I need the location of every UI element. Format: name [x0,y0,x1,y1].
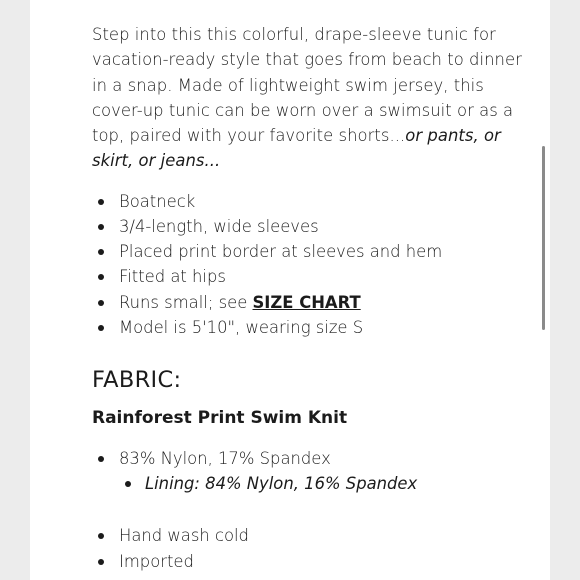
lining-sublist [119,471,522,496]
feature-list [92,189,522,340]
list-item: Hand wash cold [92,523,522,548]
fabric-content-item [92,446,522,496]
fabric-name: Rainforest Print Swim Knit [92,408,348,428]
list-item: Placed print border at sleeves and hem [92,239,522,264]
fabric-heading: FABRIC: [92,367,182,393]
description-content [92,22,522,574]
size-chart-link[interactable]: SIZE CHART [252,292,361,312]
list-item: Model is 5'10", wearing size S [92,315,522,340]
fabric-content-text: 83% Nylon, 17% Spandex [119,449,331,468]
intro-paragraph [92,22,522,174]
list-item: Fitted at hips [92,264,522,289]
lining-item: Lining: 84% Nylon, 16% Spandex [119,471,522,496]
intro-text: Step into this this colorful, drape-sleeve tunic for vacation-ready style that goes from beach to dinner in a snap. Made of lightweight swim jersey, this cover-up tunic can be worn over a swimsuit or as a top, paired with your favorite shorts... [92,25,522,146]
intro-italic-tail: or pants, or skirt, or jeans... [92,126,501,171]
vertical-scrollbar[interactable] [542,146,545,330]
list-item: Imported [92,549,522,574]
care-list [92,523,522,573]
list-item-runs-small [92,290,522,315]
runs-small-text: Runs small; see [119,292,253,312]
product-description-panel [30,0,550,580]
list-item: Boatneck [92,189,522,214]
list-item: 3/4-length, wide sleeves [92,214,522,239]
fabric-list [92,446,522,496]
